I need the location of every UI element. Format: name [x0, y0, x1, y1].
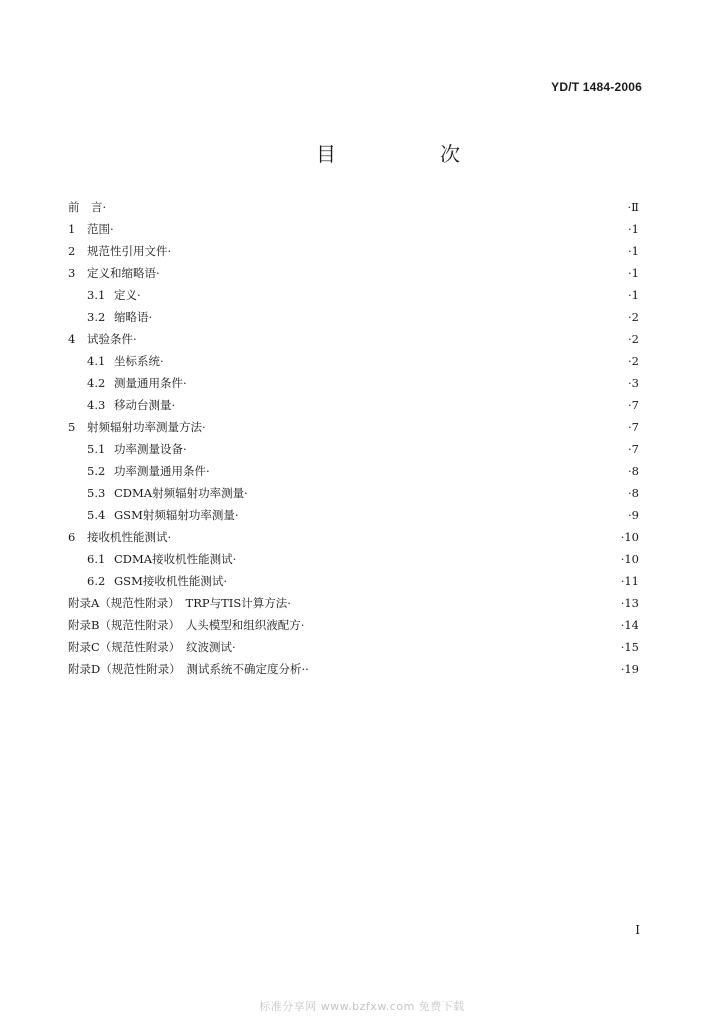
toc-entry-number: 5.1 [87, 442, 106, 456]
page-number: I [635, 923, 640, 937]
toc-entry-title: 接收机性能测试· [87, 530, 172, 544]
toc-entry-number: 3 [68, 266, 76, 280]
toc-entry [68, 441, 639, 463]
toc-entry-number: 3.2 [87, 310, 106, 324]
toc-entry [68, 551, 639, 573]
toc-entry-number: 6.1 [87, 552, 106, 566]
page-title: 目 次 [316, 142, 502, 166]
toc-entry-title: 附录C（规范性附录） 纹波测试· [68, 640, 236, 654]
toc-entry [68, 485, 639, 507]
toc-entry-title: 附录A（规范性附录） TRP与TIS计算方法· [68, 596, 291, 610]
toc-entry-page: ·9 [628, 508, 639, 522]
toc-entry-number: 2 [68, 244, 76, 258]
toc-entry-page: ·19 [620, 662, 639, 676]
toc-entry-page: ·14 [620, 618, 639, 632]
toc-entry-page: ·Ⅱ [627, 200, 639, 214]
toc-entry-title: 坐标系统· [114, 354, 164, 368]
toc-entry-title: 射频辐射功率测量方法· [87, 420, 206, 434]
toc-entry [68, 287, 639, 309]
toc-entry-title: CDMA射频辐射功率测量· [114, 486, 248, 500]
toc-entry [68, 529, 639, 551]
toc-entry-number: 6 [68, 530, 76, 544]
toc-entry-title: 功率测量设备· [114, 442, 187, 456]
toc-entry [68, 639, 639, 661]
toc-entry-title: 功率测量通用条件· [114, 464, 210, 478]
toc-entry-title: 附录D（规范性附录） 测试系统不确定度分析·· [68, 662, 309, 676]
toc-entry-number: 5 [68, 420, 76, 434]
toc-entry [68, 221, 639, 243]
toc-entry [68, 661, 639, 683]
toc-entry-title: 附录B（规范性附录） 人头模型和组织液配方· [68, 618, 305, 632]
toc-entry-title: 规范性引用文件· [87, 244, 172, 258]
toc-entry-page: ·10 [620, 552, 639, 566]
toc-entry [68, 265, 639, 287]
toc-entry-number: 4.1 [87, 354, 106, 368]
toc-entry-title: 测量通用条件· [114, 376, 187, 390]
toc-entry [68, 353, 639, 375]
toc-entry-page: ·2 [628, 310, 639, 324]
toc-entry-page: ·15 [620, 640, 639, 654]
toc-entry-page: ·10 [620, 530, 639, 544]
toc-entry-title: CDMA接收机性能测试· [114, 552, 237, 566]
toc-entry-page: ·2 [628, 332, 639, 346]
toc-entry-page: ·13 [620, 596, 639, 610]
toc-entry-number: 3.1 [87, 288, 106, 302]
toc-entry [68, 419, 639, 441]
toc-entry-number: 6.2 [87, 574, 106, 588]
toc-entry [68, 199, 639, 221]
toc-entry-number: 5.2 [87, 464, 106, 478]
toc-entry-number: 4.2 [87, 376, 106, 390]
toc-entry [68, 595, 639, 617]
table-of-contents [68, 199, 639, 683]
toc-entry-number: 4 [68, 332, 76, 346]
watermark: 标准分享网 www.bzfxw.com 免费下载 [259, 1000, 465, 1013]
toc-entry [68, 331, 639, 353]
toc-entry-title: 移动台测量· [114, 398, 176, 412]
toc-entry [68, 507, 639, 529]
toc-entry-page: ·1 [628, 222, 639, 236]
toc-entry-page: ·3 [628, 376, 639, 390]
toc-entry-title: 范围· [87, 222, 114, 236]
toc-entry [68, 397, 639, 419]
toc-entry-page: ·1 [628, 244, 639, 258]
toc-entry [68, 463, 639, 485]
toc-entry-number: 5.3 [87, 486, 106, 500]
toc-entry-page: ·11 [620, 574, 639, 588]
toc-entry-title: 缩略语· [114, 310, 153, 324]
toc-entry-page: ·2 [628, 354, 639, 368]
toc-entry-page: ·8 [628, 464, 639, 478]
toc-entry-number: 1 [68, 222, 76, 236]
toc-entry-title: 前 言· [68, 200, 107, 214]
toc-entry [68, 243, 639, 265]
toc-entry [68, 309, 639, 331]
toc-entry [68, 573, 639, 595]
toc-entry-page: ·7 [628, 442, 639, 456]
toc-entry-number: 5.4 [87, 508, 106, 522]
toc-entry-number: 4.3 [87, 398, 106, 412]
toc-entry-page: ·1 [628, 288, 639, 302]
toc-entry-page: ·8 [628, 486, 639, 500]
toc-entry-title: 定义和缩略语· [87, 266, 160, 280]
toc-entry [68, 375, 639, 397]
toc-entry-title: 试验条件· [87, 332, 137, 346]
toc-entry-page: ·1 [628, 266, 639, 280]
toc-entry-title: 定义· [114, 288, 141, 302]
toc-entry [68, 617, 639, 639]
toc-entry-title: GSM射频辐射功率测量· [114, 508, 239, 522]
toc-entry-title: GSM接收机性能测试· [114, 574, 227, 588]
toc-entry-page: ·7 [628, 398, 639, 412]
toc-entry-page: ·7 [628, 420, 639, 434]
standard-code: YD/T 1484-2006 [551, 80, 642, 94]
